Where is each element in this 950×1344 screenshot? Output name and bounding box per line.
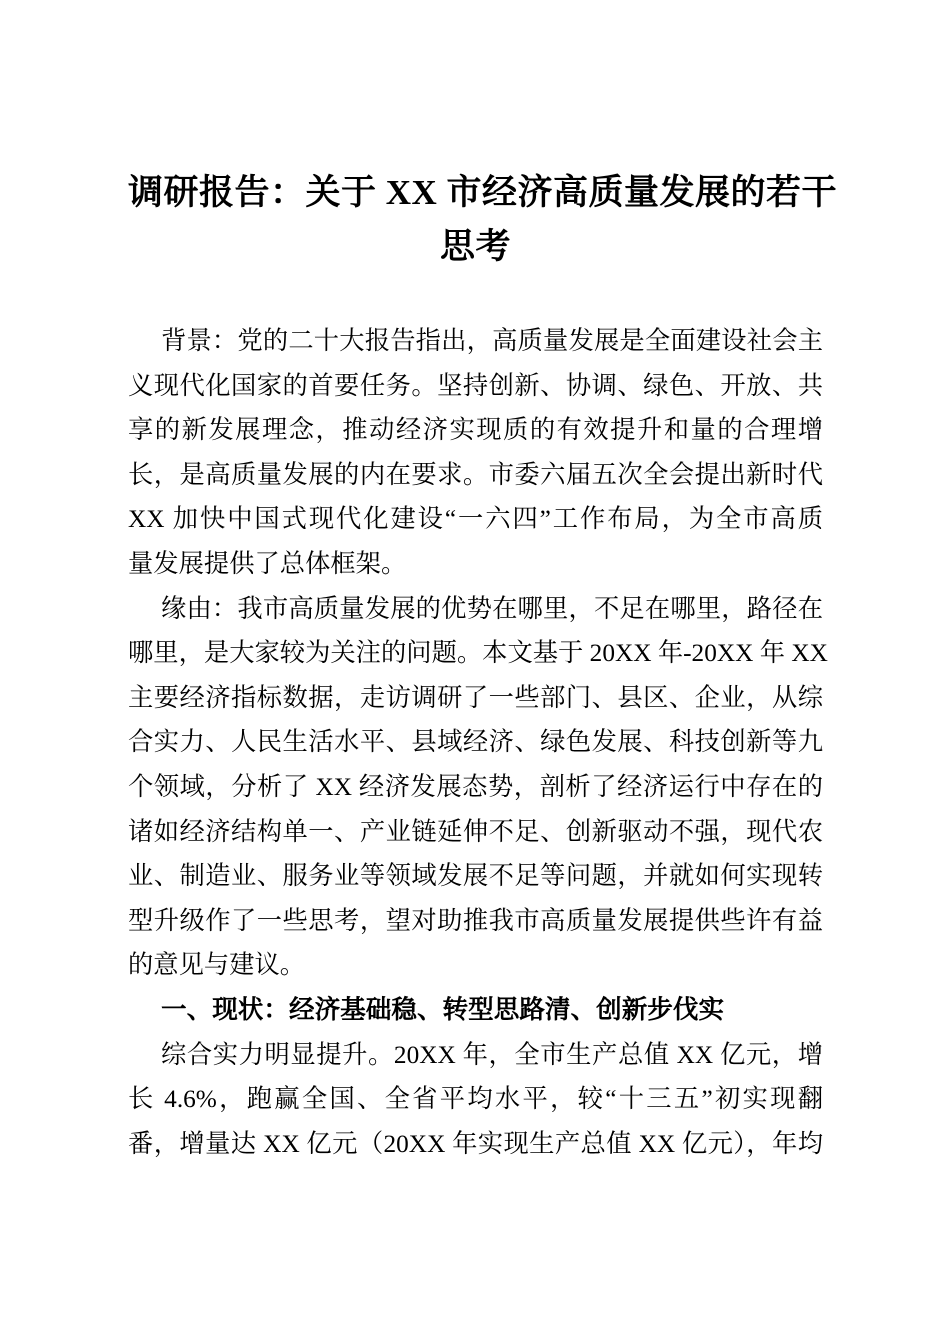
text-line: XX 加快中国式现代化建设“一六四”工作布局，为全市高质 bbox=[128, 505, 823, 534]
text-line: 番，增量达 XX 亿元（20XX 年实现生产总值 XX 亿元），年均 bbox=[128, 1129, 823, 1158]
title-line-2: 思考 bbox=[439, 227, 511, 266]
text-line: 诸如经济结构单一、产业链延伸不足、创新驱动不强，现代农 bbox=[128, 817, 823, 846]
text-line: 的意见与建议。 bbox=[128, 951, 306, 980]
text-line: 合实力、人民生活水平、县域经济、绿色发展、科技创新等九 bbox=[128, 728, 823, 757]
title-line-1: 调研报告：关于 XX 市经济高质量发展的若干 bbox=[128, 173, 838, 212]
text-line: 长 4.6%，跑赢全国、全省平均水平，较“十三五”初实现翻 bbox=[128, 1085, 823, 1114]
text-line: 缘由：我市高质量发展的优势在哪里，不足在哪里，路径在 bbox=[161, 594, 823, 623]
text-line: 业、制造业、服务业等领域发展不足等问题，并就如何实现转 bbox=[128, 862, 823, 891]
heading-section-1 bbox=[128, 988, 823, 1033]
text-line: 享的新发展理念，推动经济实现质的有效提升和量的合理增 bbox=[128, 416, 823, 445]
text-line: 义现代化国家的首要任务。坚持创新、协调、绿色、开放、共 bbox=[128, 371, 823, 400]
para-overall-strength bbox=[128, 1033, 823, 1167]
document-title bbox=[128, 166, 838, 274]
text-line: 个领域，分析了 XX 经济发展态势，剖析了经济运行中存在的 bbox=[128, 772, 823, 801]
text-line: 主要经济指标数据，走访调研了一些部门、县区、企业，从综 bbox=[128, 683, 823, 712]
text-line: 长，是高质量发展的内在要求。市委六届五次全会提出新时代 bbox=[128, 460, 823, 489]
text-line: 型升级作了一些思考，望对助推我市高质量发展提供些许有益 bbox=[128, 906, 823, 935]
text-line: 背景：党的二十大报告指出，高质量发展是全面建设社会主 bbox=[161, 327, 823, 355]
text-line: 综合实力明显提升。20XX 年，全市生产总值 XX 亿元，增 bbox=[161, 1040, 823, 1069]
section-heading-line: 一、现状：经济基础稳、转型思路清、创新步伐实 bbox=[161, 995, 725, 1024]
text-line: 量发展提供了总体框架。 bbox=[128, 549, 407, 578]
text-line: 哪里，是大家较为关注的问题。本文基于 20XX 年-20XX 年 XX bbox=[128, 639, 828, 668]
document-body bbox=[128, 319, 828, 1166]
para-reason bbox=[128, 587, 828, 988]
para-background bbox=[128, 319, 823, 587]
document-content bbox=[128, 0, 838, 1166]
